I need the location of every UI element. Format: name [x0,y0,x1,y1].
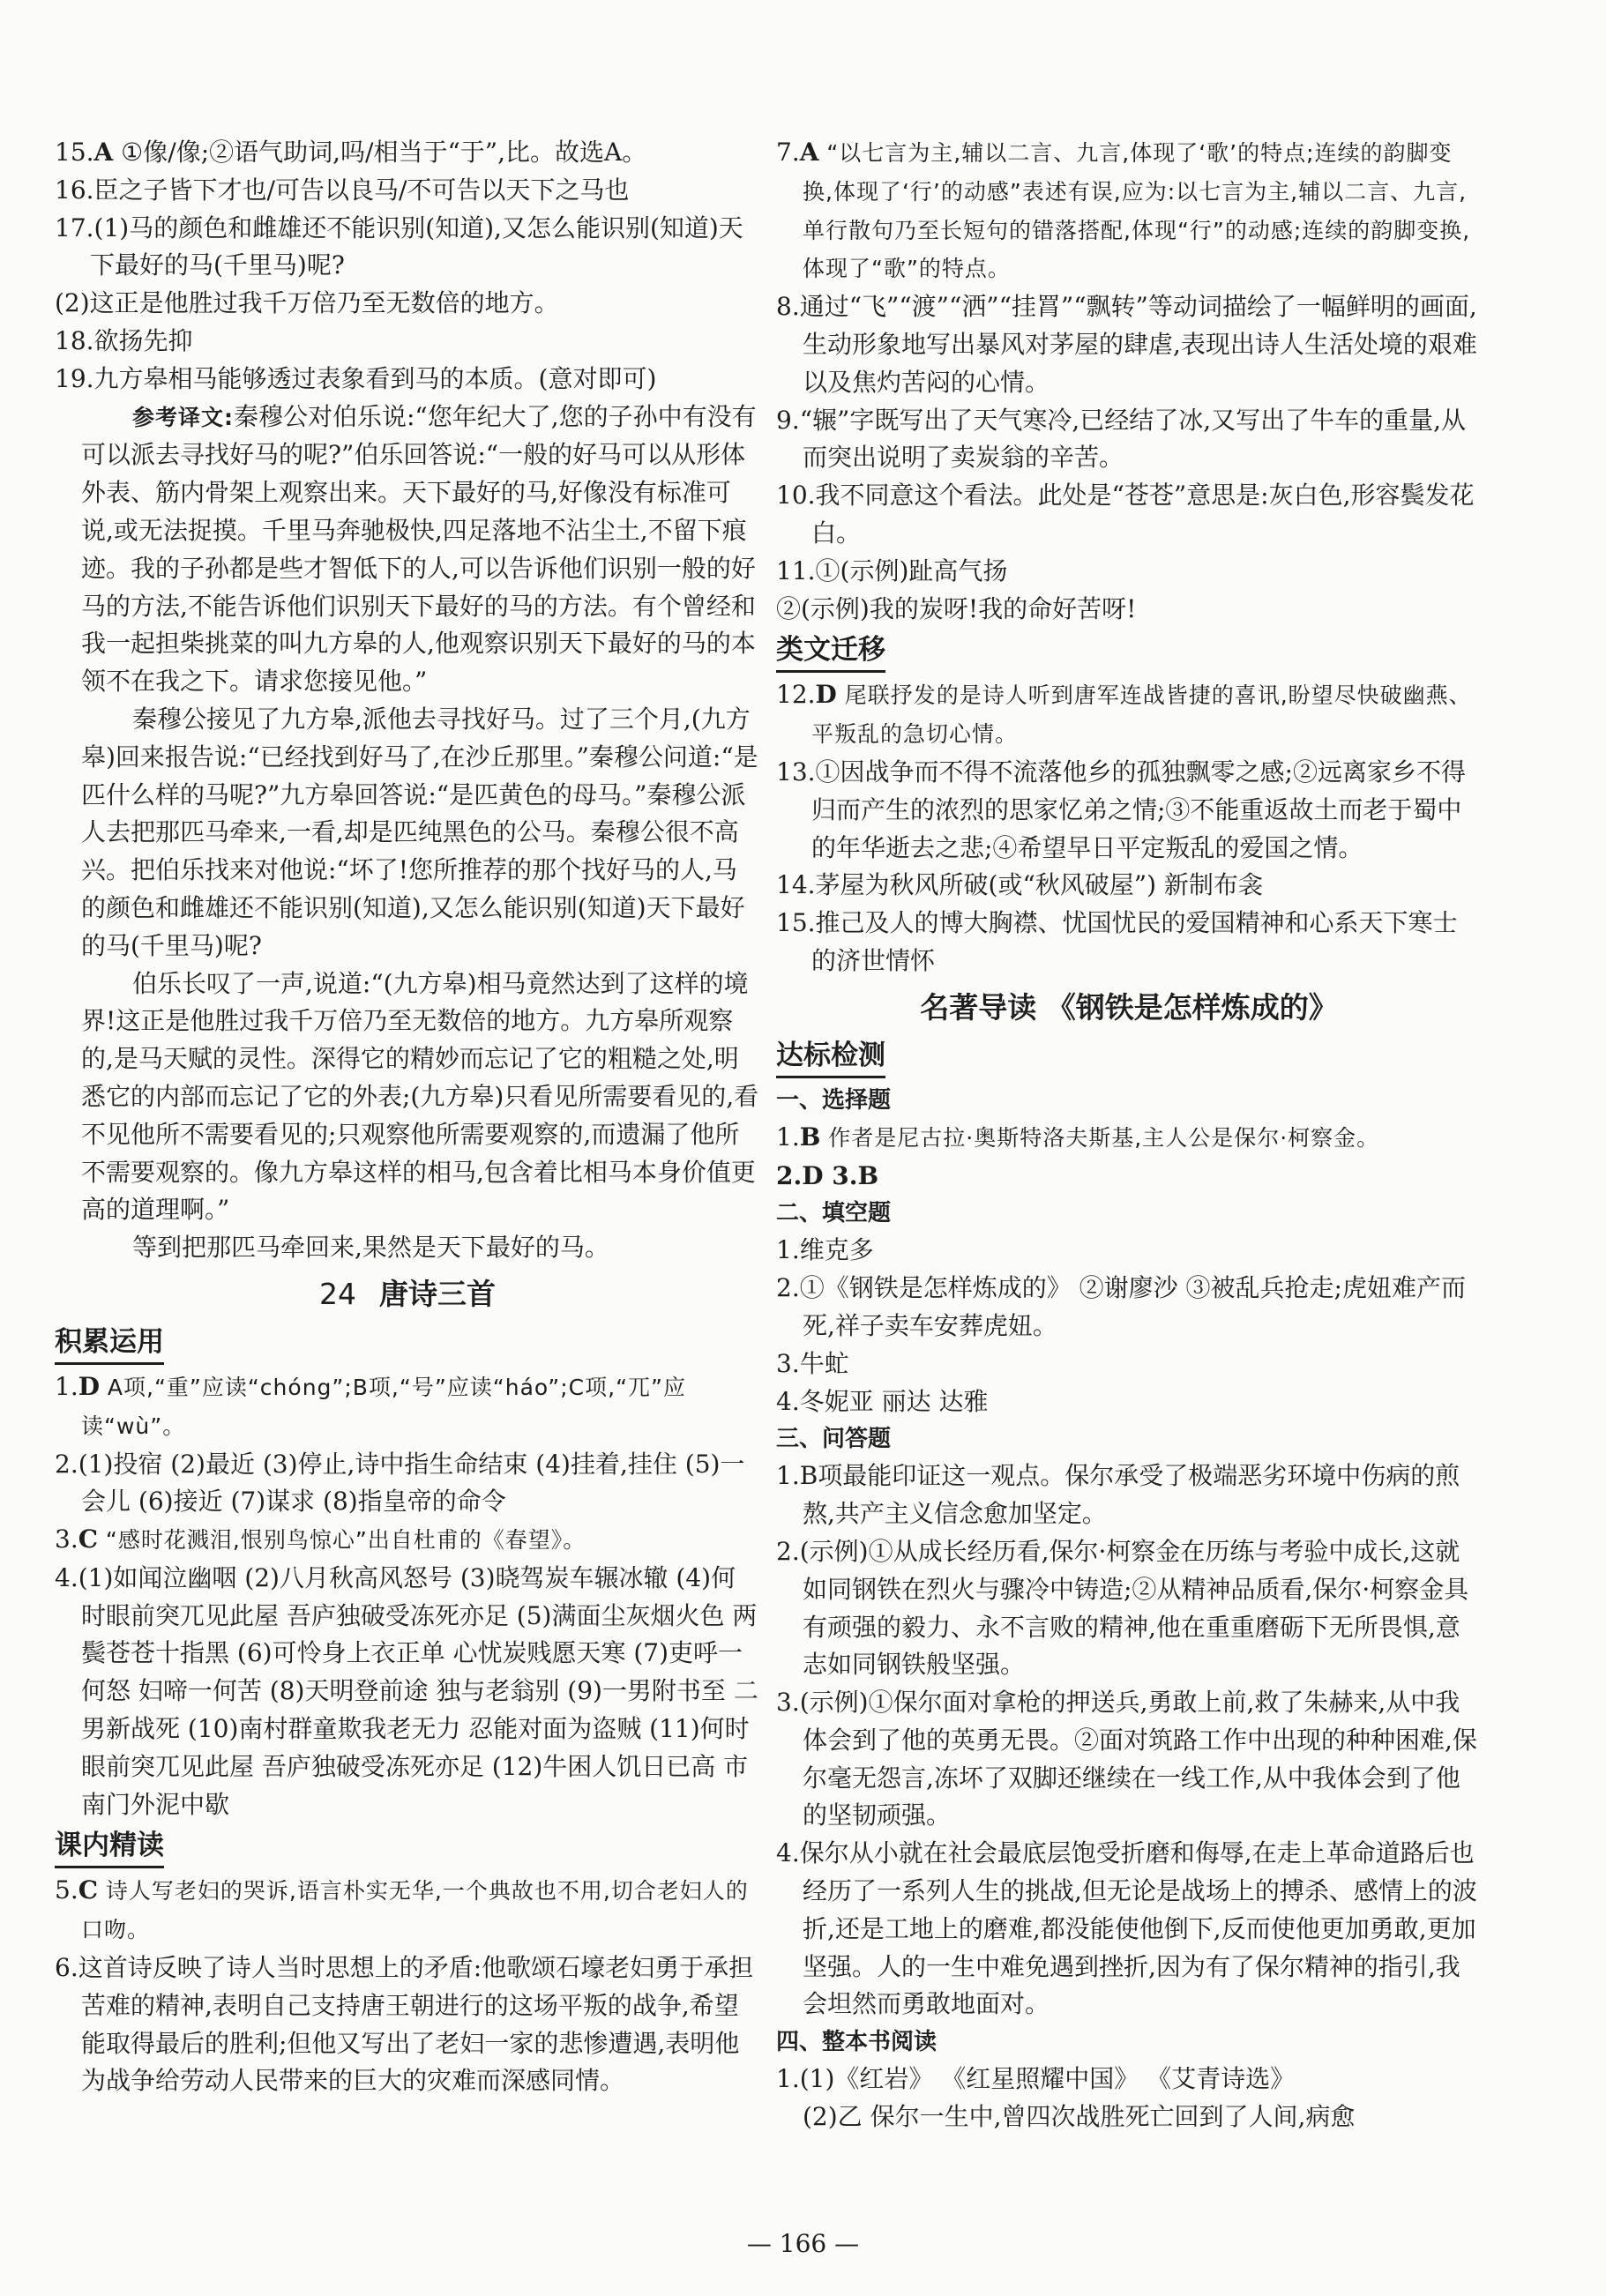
answer-15-right: 15.推己及人的博大胸襟、忧国忧民的爱国精神和心系天下寒士的济世情怀 [776,908,1458,975]
answer-1: 1.D A项,“重”应读“chóng”;B项,“号”应读“háo”;C项,“兀”应读“wù”。 [55,1371,686,1439]
qa-answer-3: 3.(示例)①保尔面对拿枪的押送兵,勇敢上前,救了朱赫来,从中我体会到了他的英勇无畏。②面对筑路工作中出现的种种困难,保尔毫无怨言,冻坏了双脚还继续在一线工作,从中我体会到了他的坚韧顽强。 [776,1688,1477,1830]
fill-answer-1: 1.维克多 [776,1235,874,1265]
whole-book-answer-1: 1.(1)《红岩》 《红星照耀中国》 《艾青诗选》 [776,2064,1296,2094]
answer-11-2: ②(示例)我的炭呀!我的命好苦呀! [776,593,1137,623]
part-heading-fill: 二、填空题 [776,1200,892,1227]
answer-3: 3.C “感时花溅泪,恨别鸟惊心”出自杜甫的《春望》。 [55,1524,586,1554]
left-column [55,134,760,2100]
reading-guide-title: 名著导读 《钢铁是怎样炼成的》 [920,989,1338,1025]
answer-6: 6.这首诗反映了诗人当时思想上的矛盾:他歌颂石壕老妇勇于承担苦难的精神,表明自己支持唐王朝进行的这场平叛的战争,希望能取得最后的胜利;但他又写出了老妇一家的悲惨遭遇,表明他为战争给劳动人民带来的巨大的灾难而深感同情。 [55,1953,754,2096]
qa-answer-1: 1.B项最能印证这一观点。保尔承受了极端恶劣环境中伤病的煎熬,共产主义信念愈加坚定。 [776,1461,1460,1529]
qa-answer-4: 4.保尔从小就在社会最底层饱受折磨和侮辱,在走上革命道路后也经历了一系列人生的挑战,但无论是战场上的搏杀、感情上的波折,还是工地上的磨难,都没能使他倒下,反而使他更加勇敢,更加坚强。人的一生中难免遇到挫折,因为有了保尔精神的指引,我会坦然而勇敢地面对。 [776,1838,1477,2019]
answer-18: 18.欲扬先抑 [55,325,193,355]
answer-14: 14.茅屋为秋风所破(或“秋风破屋”) 新制布衾 [776,870,1263,900]
fill-answer-4: 4.冬妮亚 丽达 达雅 [776,1386,989,1416]
answer-12: 12.D 尾联抒发的是诗人听到唐军连战皆捷的喜讯,盼望尽快破幽燕、平叛乱的急切心情。 [776,680,1472,748]
reading-answer-1: 1.B 作者是尼古拉·奥斯特洛夫斯基,主人公是保尔·柯察金。 [776,1122,1380,1152]
fill-answer-3: 3.牛虻 [776,1348,849,1378]
whole-book-answer-2: (2)乙 保尔一生中,曾四次战胜死亡回到了人间,病愈 [803,2102,1356,2132]
translation-paragraph-4: 等到把那匹马牵回来,果然是天下最好的马。 [132,1233,609,1263]
answer-2: 2.(1)投宿 (2)最近 (3)停止,诗中指生命结束 (4)挂着,挂住 (5)一会儿 (6)接近 (7)谋求 (8)指皇帝的命令 [55,1449,745,1517]
section-heading-close-reading: 课内精读 [55,1825,164,1868]
part-heading-whole-book: 四、整本书阅读 [776,2029,937,2056]
answer-5: 5.C 诗人写老妇的哭诉,语言朴实无华,一个典故也不用,切合老妇人的口吻。 [55,1875,749,1943]
part-heading-qa: 三、问答题 [776,1426,892,1453]
page-number: — 166 — [746,2229,860,2258]
answer-15: 15.A ①像/像;②语气助词,吗/相当于“于”,比。故选A。 [55,138,647,167]
translation-paragraph-1: 参考译文:秦穆公对伯乐说:“您年纪大了,您的子孙中有没有可以派去寻找好马的呢?”伯乐回答说:“一般的好马可以从形体外表、筋内骨架上观察出来。天下最好的马,好像没有标准可说,或无法捉摸。千里马奔驰极快,四足落地不沾尘土,不留下痕迹。我的子孙都是些才智低下的人,可以告诉他们识别一般的好马的方法,不能告诉他们识别天下最好的马的方法。有个曾经和我一起担柴挑菜的叫九方皋的人,他观察识别天下最好的马的本领不在我之下。请求您接见他。” [81,401,757,697]
answer-4: 4.(1)如闻泣幽咽 (2)八月秋高风怒号 (3)晓驾炭车辗冰辙 (4)何时眼前突兀见此屋 吾庐独破受冻死亦足 (5)满面尘灰烟火色 两鬓苍苍十指黑 (6)可怜身上衣正单 心忧炭贱愿天寒 (7)吏呼一何怒 妇啼一何苦 (8)天明登前途 独与老翁别 (9)一男附书至 二男新战死 (10)南村群童欺我老无力 忍能对面为盗贼 (11)何时眼前突兀见此屋 吾庐独破受冻死亦足 (12)牛困人饥日已高 市南门外泥中歇 [55,1562,758,1819]
answer-7: 7.A “以七言为主,辅以二言、九言,体现了‘歌’的特点;连续的韵脚变换,体现了‘行’的动感”表述有误,应为:以七言为主,辅以二言、九言,单行散句乃至长短句的错落搭配,体现“行”的动感;连续的韵脚变换,体现了“歌”的特点。 [776,138,1471,282]
lesson-title: 24 唐诗三首 [319,1276,496,1311]
fill-answer-2: 2.①《钢铁是怎样炼成的》 ②谢廖沙 ③被乱兵抢走;虎妞难产而死,祥子卖车安葬虎妞。 [776,1273,1466,1340]
section-heading-standard-test: 达标检测 [776,1035,885,1078]
answer-17-1: 17.(1)马的颜色和雌雄还不能识别(知道),又怎么能识别(知道)天下最好的马(千里马)呢? [55,212,743,280]
answer-13: 13.①因战争而不得不流落他乡的孤独飘零之感;②远离家乡不得归而产生的浓烈的思家忆弟之情;③不能重返故土而老于蜀中的年华逝去之悲;④希望早日平定叛乱的爱国之情。 [776,757,1466,862]
section-heading-accumulate: 积累运用 [55,1322,164,1365]
answer-17-2: (2)这正是他胜过我千万倍乃至无数倍的地方。 [55,288,559,318]
answer-9: 9.“辗”字既写出了天气寒冷,已经结了冰,又写出了牛车的重量,从而突出说明了卖炭翁的辛苦。 [776,405,1467,473]
translation-paragraph-3: 伯乐长叹了一声,说道:“(九方皋)相马竟然达到了这样的境界!这正是他胜过我千万倍乃至无数倍的地方。九方皋所观察的,是马天赋的灵性。深得它的精妙而忘记了它的粗糙之处,明悉它的内部而忘记了它的外表;(九方皋)只看见所需要看见的,看不见他所不需要看见的;只观察他所需要观察的,而遗漏了他所不需要观察的。像九方皋这样的相马,包含着比相马本身价值更高的道理啊。” [81,968,759,1225]
answer-19: 19.九方皋相马能够透过表象看到马的本质。(意对即可) [55,363,657,393]
section-heading-transfer: 类文迁移 [776,630,885,673]
qa-answer-2: 2.(示例)①从成长经历看,保尔·柯察金在历练与考验中成长,这就如同钢铁在烈火与骤冷中铸造;②从精神品质看,保尔·柯察金具有顽强的毅力、永不言败的精神,他在重重磨砺下无所畏惧,意志如同钢铁般坚强。 [776,1536,1469,1680]
part-heading-choice: 一、选择题 [776,1086,892,1114]
answer-11-1: 11.①(示例)趾高气扬 [776,555,1008,585]
answer-10: 10.我不同意这个看法。此处是“苍苍”意思是:灰白色,形容鬓发花白。 [776,481,1475,548]
answer-8: 8.通过“飞”“渡”“洒”“挂罥”“飘转”等动词描绘了一幅鲜明的画面,生动形象地写出暴风对茅屋的肆虐,表现出诗人生活处境的艰难以及焦灼苦闷的心情。 [776,292,1477,397]
answer-16: 16.臣之子皆下才也/可告以良马/不可告以天下之马也 [55,175,630,205]
reading-answer-2-3: 2.D 3.B [776,1160,879,1190]
right-column [776,134,1482,2136]
translation-paragraph-2: 秦穆公接见了九方皋,派他去寻找好马。过了三个月,(九方皋)回来报告说:“已经找到好马了,在沙丘那里。”秦穆公问道:“是匹什么样的马呢?”九方皋回答说:“是匹黄色的母马。”秦穆公派人去把那匹马牵来,一看,却是匹纯黑色的公马。秦穆公很不高兴。把伯乐找来对他说:“坏了!您所推荐的那个找好马的人,马的颜色和雌雄还不能识别(知道),又怎么能识别(知道)天下最好的马(千里马)呢? [81,704,758,960]
